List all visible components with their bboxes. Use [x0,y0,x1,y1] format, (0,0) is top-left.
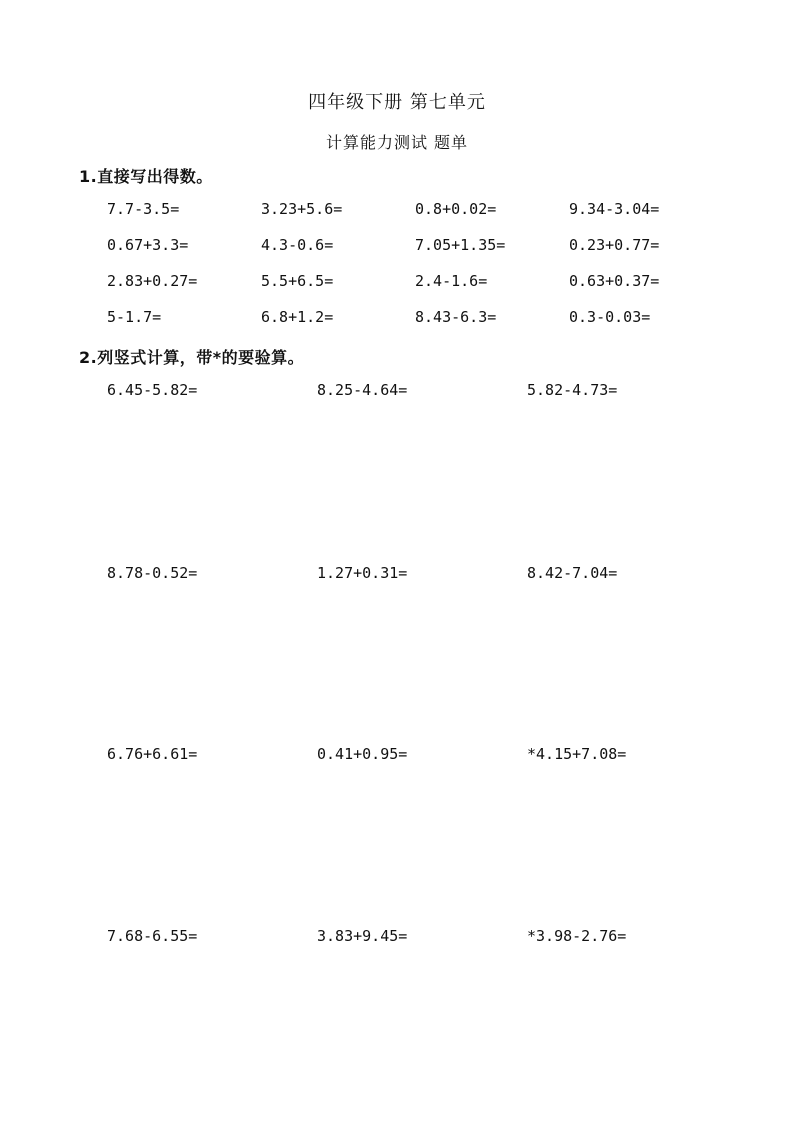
problem-item: 8.43-6.3= [415,308,497,326]
problem-item: 0.8+0.02= [415,200,497,218]
problem-item: 3.23+5.6= [261,200,343,218]
problem-item: 7.7-3.5= [107,200,180,218]
section-heading-vertical-calculation: 2.列竖式计算，带*的要验算。 [79,348,305,367]
problem-item: 9.34-3.04= [569,200,660,218]
problem-item: 5-1.7= [107,308,162,326]
problem-row [107,381,707,403]
problem-item: 0.3-0.03= [569,308,651,326]
problem-item: 1.27+0.31= [317,564,408,582]
problem-item: 6.45-5.82= [107,381,198,399]
problem-item: 0.63+0.37= [569,272,660,290]
problem-item: 8.78-0.52= [107,564,198,582]
problem-item: 0.67+3.3= [107,236,189,254]
problem-item: *4.15+7.08= [527,745,627,763]
problem-row [107,272,727,294]
problem-item: 6.76+6.61= [107,745,198,763]
problem-item: 0.41+0.95= [317,745,408,763]
problem-item: 8.25-4.64= [317,381,408,399]
problem-item: 7.05+1.35= [415,236,506,254]
page-title: 四年级下册 第七单元 [308,92,486,113]
problem-row [107,745,707,767]
problem-item: 7.68-6.55= [107,927,198,945]
problem-row [107,308,727,330]
problem-item: 4.3-0.6= [261,236,334,254]
problem-item: 0.23+0.77= [569,236,660,254]
problem-item: 6.8+1.2= [261,308,334,326]
problem-item: 3.83+9.45= [317,927,408,945]
problem-row [107,236,727,258]
problem-item: 2.4-1.6= [415,272,488,290]
problem-item: 5.82-4.73= [527,381,618,399]
section-heading-direct-calculation: 1.直接写出得数。 [79,167,213,186]
page-subtitle: 计算能力测试 题单 [325,133,469,152]
problem-row [107,927,707,949]
problem-item: 2.83+0.27= [107,272,198,290]
problem-item: 8.42-7.04= [527,564,618,582]
problem-row [107,200,727,222]
problem-item: *3.98-2.76= [527,927,627,945]
problem-item: 5.5+6.5= [261,272,334,290]
problem-row [107,564,707,586]
